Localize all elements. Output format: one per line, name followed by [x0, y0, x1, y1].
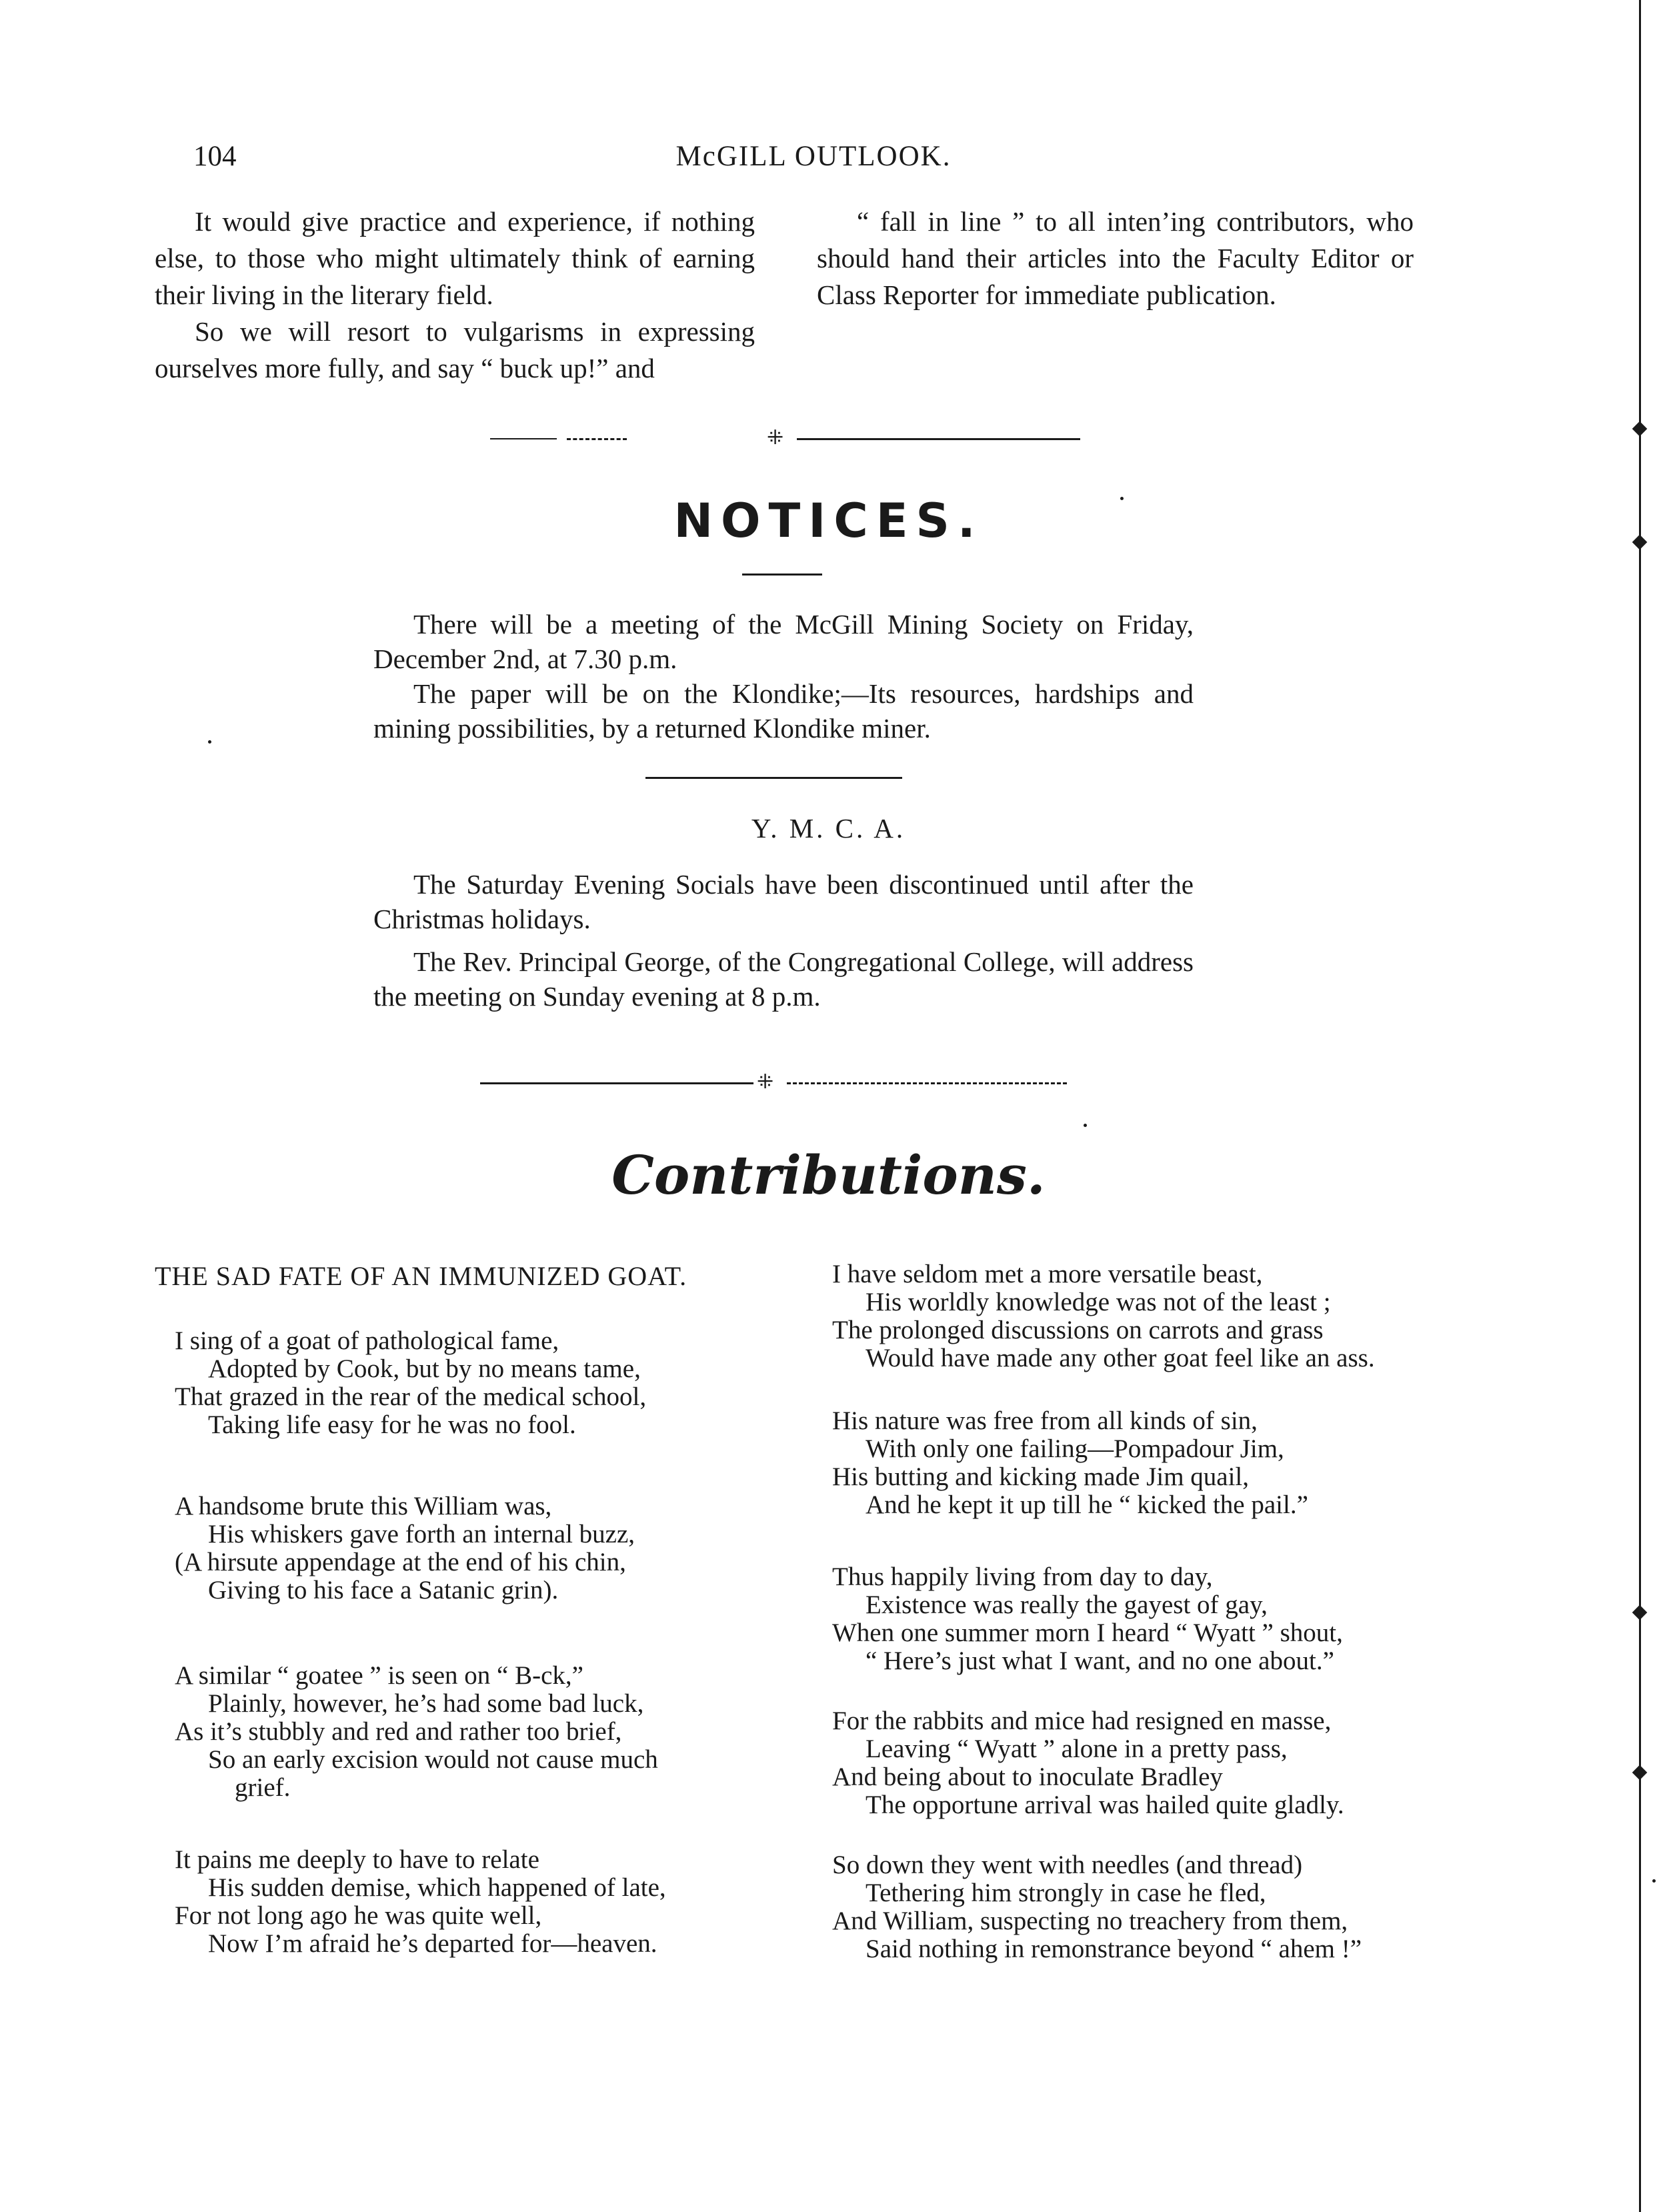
intro-paragraph: It would give practice and experience, if nothing else, to those who might ultimately think of earning their living in the literary field. — [155, 206, 755, 310]
notices-title: NOTICES. — [673, 493, 984, 548]
stanza — [832, 1851, 1419, 1963]
divider-rule — [787, 1082, 1067, 1084]
poem-line: His whiskers gave forth an internal buzz, — [208, 1520, 635, 1548]
poem-left-column — [175, 1327, 755, 2002]
intro-paragraph: “ fall in line ” to all inten’ing contributors, who should hand their articles into the Faculty Editor or Class Reporter for immediate publication. — [817, 206, 1414, 310]
poem-line: Tethering him strongly in case he fled, — [866, 1879, 1266, 1907]
ornament-icon: ⁜ — [767, 427, 784, 449]
poem-line: And he kept it up till he “ kicked the pail.” — [866, 1490, 1308, 1519]
notice-paragraph: The Rev. Principal George, of the Congregational College, will address the meeting on Sunday evening at 8 p.m. — [373, 946, 1194, 1012]
ymca-notice — [373, 867, 1194, 1014]
poem-line: And being about to inoculate Bradley — [832, 1763, 1223, 1791]
stanza — [175, 1846, 755, 1958]
contributions-title: Contributions. — [611, 1144, 1046, 1206]
intro-left-column — [155, 203, 755, 387]
page-number: 104 — [193, 141, 237, 172]
poem-line: A handsome brute this William was, — [175, 1492, 552, 1520]
binding-mark-icon — [1632, 421, 1648, 437]
notice-paragraph: The Saturday Evening Socials have been discontinued until after the Christmas holidays. — [373, 869, 1194, 934]
poem-title: THE SAD FATE OF AN IMMUNIZED GOAT. — [155, 1261, 687, 1291]
stanza — [832, 1707, 1419, 1819]
mining-notice — [373, 607, 1194, 746]
intro-paragraph: So we will resort to vulgarisms in expressing ourselves more fully, and say “ buck up!” and — [155, 316, 755, 383]
poem-line: And William, suspecting no treachery from them, — [832, 1907, 1348, 1935]
poem-line: Plainly, however, he’s had some bad luck, — [208, 1689, 644, 1718]
running-head — [193, 140, 1434, 180]
print-speck — [208, 740, 211, 744]
stanza — [832, 1260, 1419, 1372]
poem-line: His sudden demise, which happened of late, — [208, 1873, 666, 1902]
poem-line: grief. — [235, 1773, 291, 1802]
poem-line: Giving to his face a Satanic grin). — [208, 1576, 559, 1604]
poem-line: For not long ago he was quite well, — [175, 1901, 542, 1930]
poem-line: His nature was free from all kinds of sin, — [832, 1406, 1258, 1435]
poem-line: So down they went with needles (and thread) — [832, 1851, 1303, 1879]
divider-rule — [480, 1082, 753, 1084]
divider-rule — [490, 438, 557, 439]
poem-line: When one summer morn I heard “ Wyatt ” shout, — [832, 1618, 1343, 1647]
poem-line: I have seldom met a more versatile beast, — [832, 1260, 1263, 1288]
intro-right-column — [817, 203, 1414, 313]
poem-line: Thus happily living from day to day, — [832, 1562, 1213, 1591]
notice-paragraph: The paper will be on the Klondike;—Its resources, hardships and mining possibilities, by a returned Klondike miner. — [373, 678, 1194, 744]
poem-line: With only one failing—Pompadour Jim, — [866, 1434, 1284, 1463]
poem-line: His worldly knowledge was not of the least ; — [866, 1288, 1331, 1316]
poem-line: (A hirsute appendage at the end of his chin, — [175, 1548, 626, 1576]
notice-paragraph: There will be a meeting of the McGill Mining Society on Friday, December 2nd, at 7.30 p.m. — [373, 609, 1194, 674]
binding-margin-line — [1639, 0, 1641, 2212]
poem-line: I sing of a goat of pathological fame, — [175, 1326, 559, 1355]
print-speck — [1084, 1124, 1087, 1127]
divider-rule — [567, 438, 627, 440]
poem-line: Said nothing in remonstrance beyond “ ahem !” — [866, 1935, 1362, 1963]
stanza — [175, 1492, 755, 1604]
poem-line: Existence was really the gayest of gay, — [866, 1590, 1268, 1619]
journal-title: McGILL OUTLOOK. — [675, 141, 952, 172]
poem-line: “ Here’s just what I want, and no one about.” — [866, 1646, 1334, 1675]
poem-right-column — [832, 1260, 1419, 2007]
print-speck — [1120, 497, 1124, 500]
print-speck — [1652, 1879, 1656, 1883]
poem-line: Now I’m afraid he’s departed for—heaven. — [208, 1929, 657, 1958]
poem-line: As it’s stubbly and red and rather too brief, — [175, 1717, 622, 1746]
stanza — [832, 1563, 1419, 1675]
poem-line: The prolonged discussions on carrots and grass — [832, 1316, 1324, 1344]
divider-rule — [797, 438, 1080, 440]
poem-line: His butting and kicking made Jim quail, — [832, 1462, 1250, 1491]
stanza — [832, 1407, 1419, 1519]
ornament-icon: ⁜ — [757, 1071, 774, 1093]
poem-line: That grazed in the rear of the medical school, — [175, 1382, 647, 1411]
poem-line: A similar “ goatee ” is seen on “ B-ck,” — [175, 1661, 583, 1690]
binding-mark-icon — [1632, 1605, 1648, 1620]
divider-rule — [645, 777, 902, 779]
stanza — [175, 1327, 755, 1439]
poem-line: Adopted by Cook, but by no means tame, — [208, 1354, 641, 1383]
binding-mark-icon — [1632, 1765, 1648, 1781]
poem-line: The opportune arrival was hailed quite gladly. — [866, 1791, 1344, 1819]
title-underline — [742, 574, 822, 576]
poem-line: Leaving “ Wyatt ” alone in a pretty pass, — [866, 1735, 1288, 1763]
poem-line: It pains me deeply to have to relate — [175, 1845, 539, 1874]
ymca-heading: Y. M. C. A. — [751, 813, 906, 844]
poem-line: For the rabbits and mice had resigned en masse, — [832, 1707, 1332, 1735]
poem-line: Would have made any other goat feel like an ass. — [866, 1344, 1375, 1372]
poem-line: Taking life easy for he was no fool. — [208, 1410, 576, 1439]
stanza — [175, 1662, 755, 1802]
poem-line: So an early excision would not cause much — [208, 1745, 658, 1774]
